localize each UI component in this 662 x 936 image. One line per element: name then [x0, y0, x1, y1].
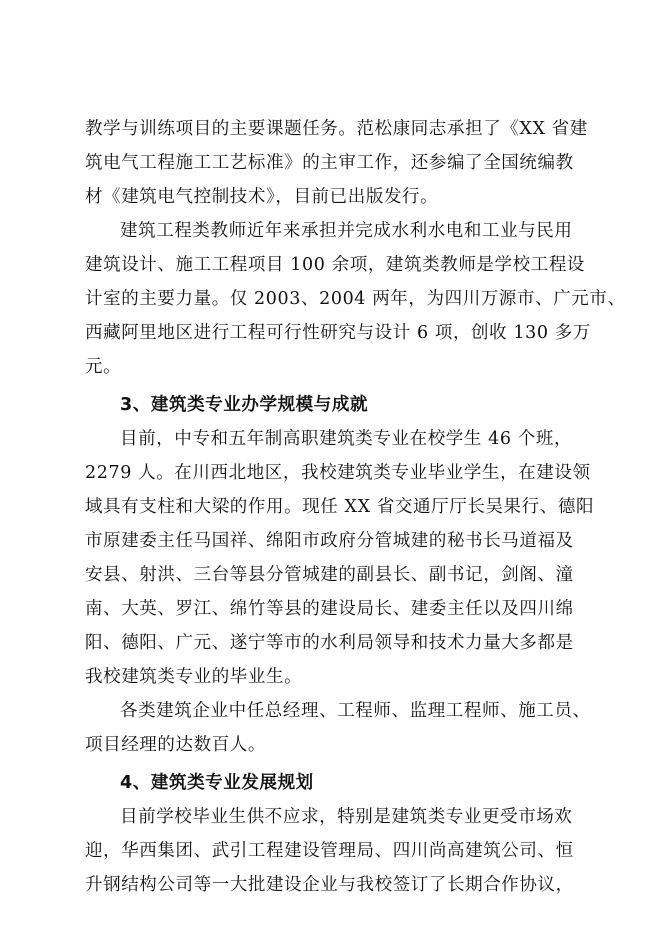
- text-line: 计室的主要力量。仅 2003、2004 两年，为四川万源市、广元市、: [85, 289, 626, 309]
- text-line: 2279 人。在川西北地区，我校建筑类专业毕业学生，在建设领: [85, 463, 591, 483]
- text-line: 我校建筑类专业的毕业生。: [85, 667, 303, 687]
- text-line: 元。: [85, 357, 122, 377]
- text-line: 目前学校毕业生供不应求，特别是建筑类专业更受市场欢: [120, 807, 573, 827]
- text-line: 材《建筑电气控制技术》，目前已出版发行。: [85, 187, 439, 207]
- text-line: 目前，中专和五年制高职建筑类专业在校学生 46 个班，: [120, 429, 573, 449]
- text-line: 建筑工程类教师近年来承担并完成水利水电和工业与民用: [120, 221, 573, 241]
- text-line: 筑电气工程施工工艺标准》的主审工作，还参编了全国统编教: [85, 153, 574, 173]
- section-heading: 4、建筑类专业发展规划: [120, 773, 314, 793]
- text-line: 阳、德阳、广元、遂宁等市的水利局领导和技术力量大多都是: [85, 633, 574, 653]
- text-line: 域具有支柱和大梁的作用。现任 XX 省交通厅厅长吴果行、德阳: [85, 497, 595, 517]
- text-line: 西藏阿里地区进行工程可行性研究与设计 6 项，创收 130 多万: [85, 323, 591, 343]
- text-line: 各类建筑企业中任总经理、工程师、监理工程师、施工员、: [120, 701, 591, 721]
- section-heading: 3、建筑类专业办学规模与成就: [120, 395, 369, 415]
- text-line: 南、大英、罗江、绵竹等县的建设局长、建委主任以及四川绵: [85, 599, 574, 619]
- text-line: 项目经理的达数百人。: [85, 735, 266, 755]
- text-line: 升钢结构公司等一大批建设企业与我校签订了长期合作协议，: [85, 875, 574, 895]
- text-line: 安县、射洪、三台等县分管城建的副县长、副书记，剑阁、潼: [85, 565, 574, 585]
- text-line: 迎，华西集团、武引工程建设管理局、四川尚高建筑公司、恒: [85, 841, 574, 861]
- text-line: 建筑设计、施工工程项目 100 余项，建筑类教师是学校工程设: [85, 255, 586, 275]
- text-line: 教学与训练项目的主要课题任务。范松康同志承担了《XX 省建: [85, 119, 588, 139]
- text-line: 市原建委主任马国祥、绵阳市政府分管城建的秘书长马道福及: [85, 531, 574, 551]
